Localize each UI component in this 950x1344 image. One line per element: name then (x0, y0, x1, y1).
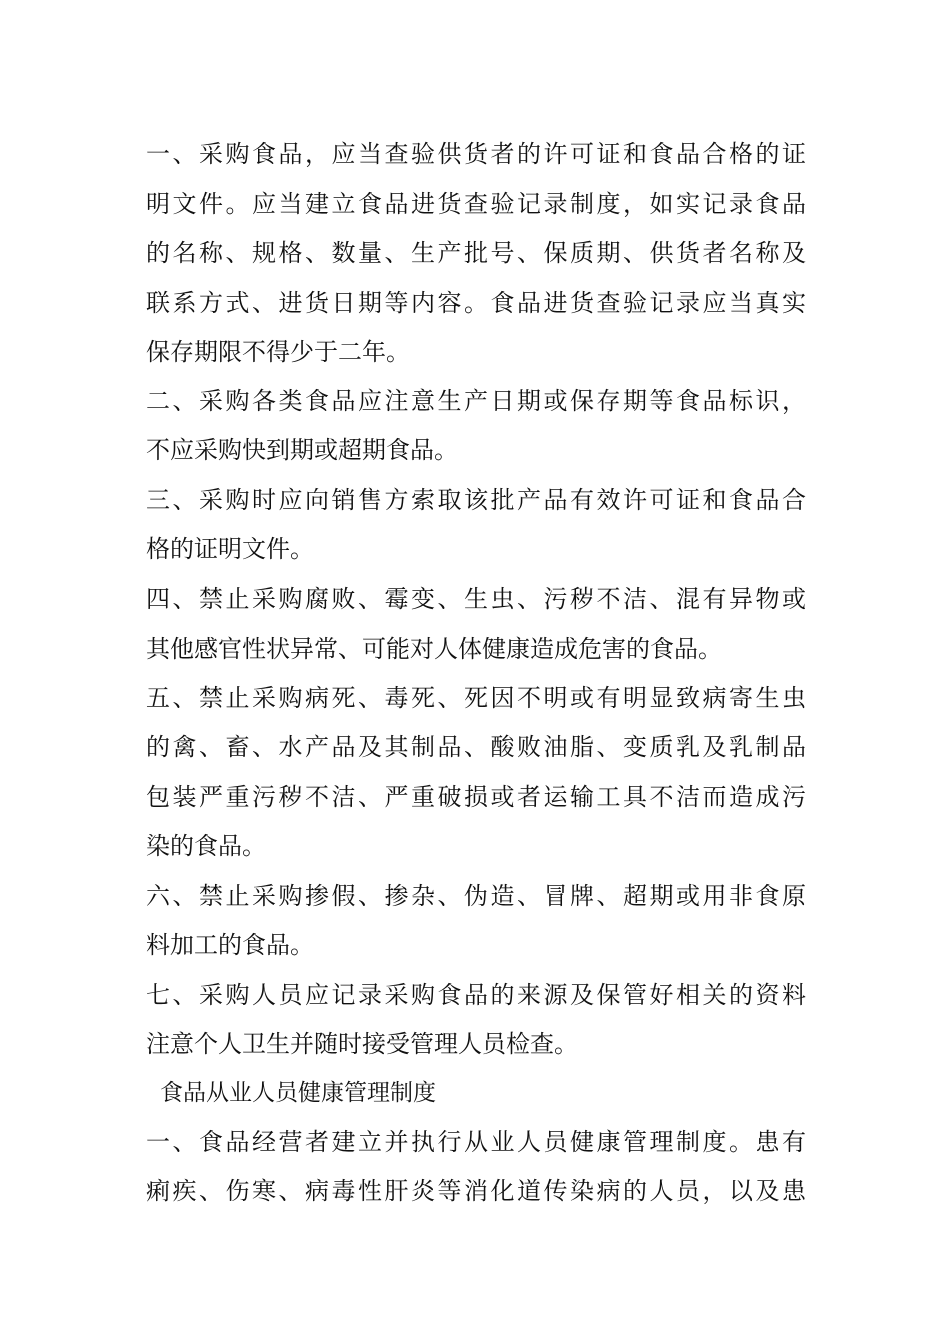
text-line: 七、采购人员应记录采购食品的来源及保管好相关的资料 (146, 981, 806, 1009)
text-line: 染的食品。 (146, 832, 266, 860)
text-line: 明文件。应当建立食品进货查验记录制度，如实记录食品 (146, 190, 806, 218)
text-line: 联系方式、进货日期等内容。食品进货查验记录应当真实 (146, 289, 806, 317)
text-line: 一、食品经营者建立并执行从业人员健康管理制度。患有 (146, 1128, 806, 1156)
text-line: 格的证明文件。 (146, 535, 314, 563)
text-line: 其他感官性状异常、可能对人体健康造成危害的食品。 (146, 635, 722, 663)
text-line: 五、禁止采购病死、毒死、死因不明或有明显致病寄生虫 (146, 684, 806, 712)
text-line: 的禽、畜、水产品及其制品、酸败油脂、变质乳及乳制品 (146, 733, 806, 761)
text-line: 三、采购时应向销售方索取该批产品有效许可证和食品合 (146, 486, 806, 514)
text-line: 的名称、规格、数量、生产批号、保质期、供货者名称及 (146, 239, 806, 267)
text-line: 保存期限不得少于二年。 (146, 338, 410, 366)
text-line: 不应采购快到期或超期食品。 (146, 436, 458, 464)
text-line: 包装严重污秽不洁、严重破损或者运输工具不洁而造成污 (146, 783, 806, 811)
text-line: 六、禁止采购掺假、掺杂、伪造、冒牌、超期或用非食原 (146, 882, 806, 910)
text-line: 四、禁止采购腐败、霉变、生虫、污秽不洁、混有异物或 (146, 585, 806, 613)
text-line: 二、采购各类食品应注意生产日期或保存期等食品标识， (146, 387, 806, 415)
text-line: 一、采购食品，应当查验供货者的许可证和食品合格的证 (146, 140, 806, 168)
section-heading: 食品从业人员健康管理制度 (160, 1080, 436, 1106)
text-line: 料加工的食品。 (146, 931, 314, 959)
text-line: 痢疾、伤寒、病毒性肝炎等消化道传染病的人员，以及患 (146, 1177, 806, 1205)
text-line: 注意个人卫生并随时接受管理人员检查。 (146, 1030, 578, 1058)
